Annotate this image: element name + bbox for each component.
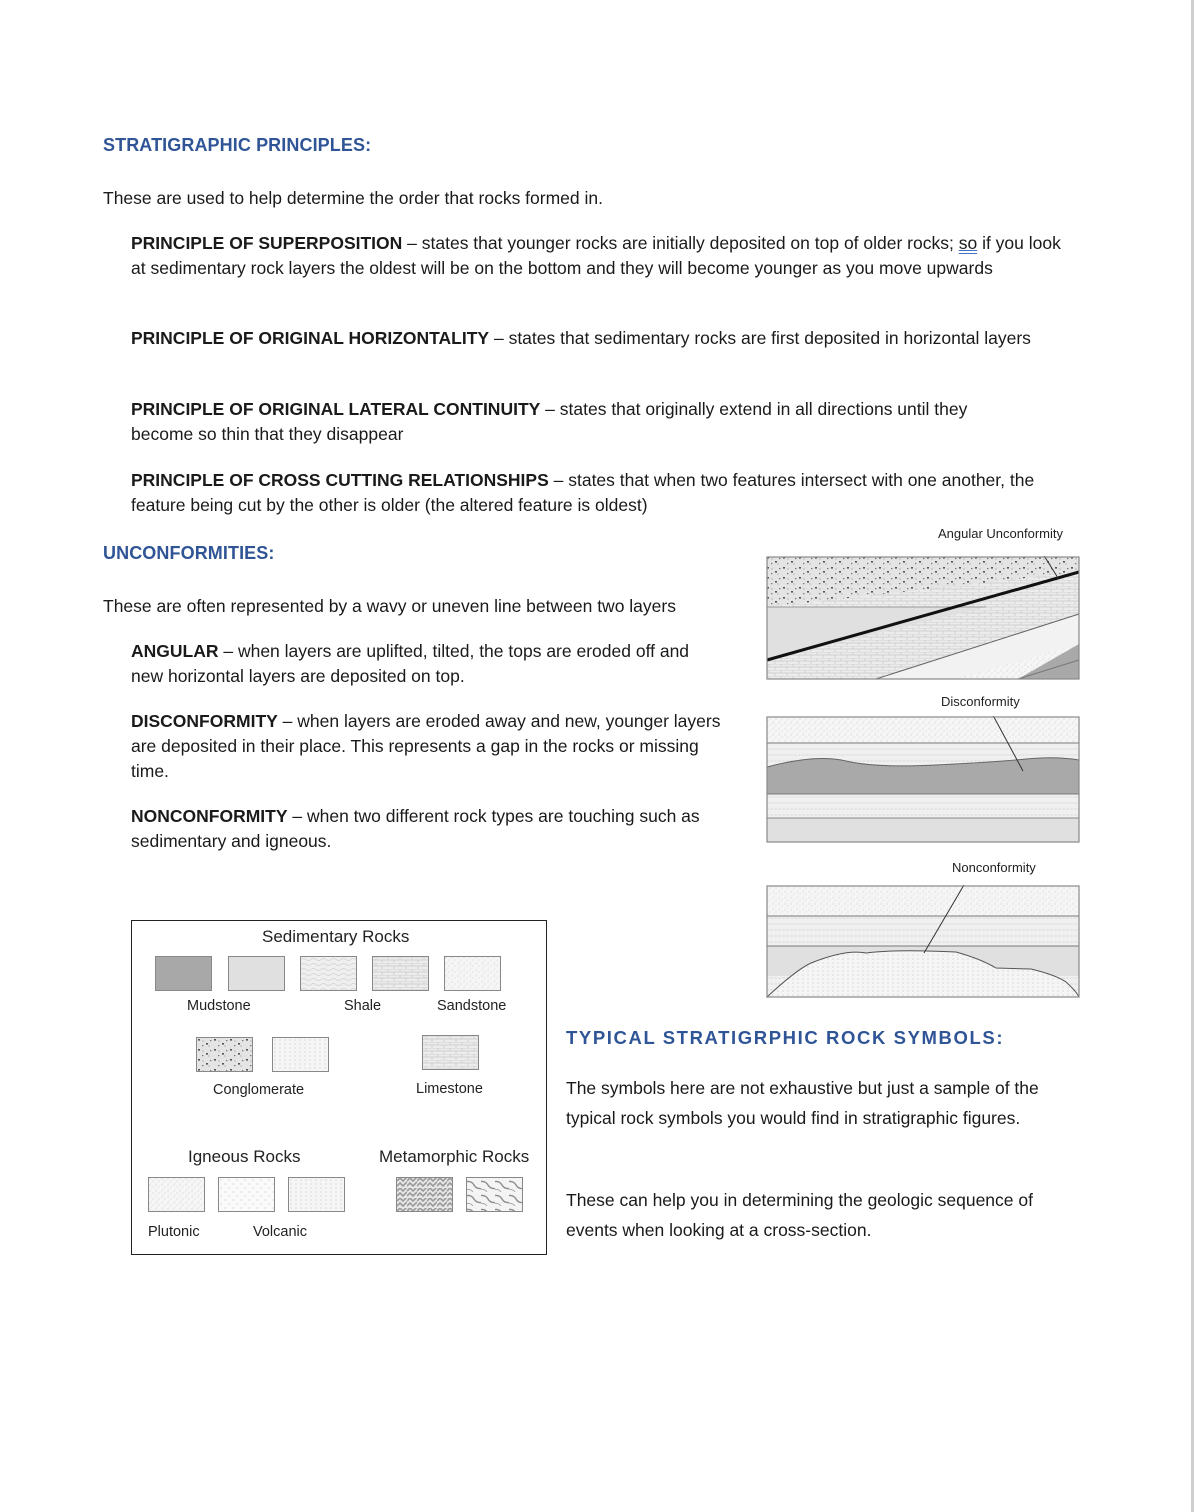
unconformity-text: – when two different rock types are touching such as sedimentary and igneous. — [131, 806, 700, 851]
shale-label: Shale — [344, 998, 382, 1014]
nonconformity-label: Nonconformity — [952, 860, 1036, 875]
principle-horizontality — [131, 326, 1031, 351]
principle-text: – states that younger rocks are initially deposited on top of older rocks; — [402, 233, 959, 253]
stratigraphic-intro: These are used to help determine the order that rocks formed in. — [103, 188, 603, 208]
principle-text: – states that originally extend in all directions until they become so thin that they disappear — [131, 399, 968, 444]
volcanic-label: Volcanic — [253, 1224, 308, 1240]
principle-term: PRINCIPLE OF SUPERPOSITION — [131, 233, 403, 253]
conglomerate-swatch — [196, 1037, 253, 1072]
unconformity-term: ANGULAR — [131, 641, 219, 661]
unconformities-heading: UNCONFORMITIES: — [103, 543, 275, 563]
angular-unconformity-diagram — [766, 556, 1082, 682]
volcanic-swatch — [218, 1177, 275, 1212]
volcanic-fine-swatch — [288, 1177, 345, 1212]
symbols-heading: TYPICAL STRATIGRPHIC ROCK SYMBOLS: — [566, 1027, 1005, 1048]
unconformity-text: – when layers are uplifted, tilted, the tops are eroded off and new horizontal layers are deposited on top. — [131, 641, 690, 686]
rock-symbols-legend — [131, 920, 547, 1255]
unconformity-text: – when layers are eroded away and new, younger layers are deposited in their place. This represents a gap in the rocks or missing time. — [131, 711, 721, 781]
angular-unconformity-label: Angular Unconformity — [938, 526, 1063, 541]
breccia-swatch — [272, 1037, 329, 1072]
unconformity-nonconformity — [131, 804, 731, 854]
unconformity-term: NONCONFORMITY — [131, 806, 288, 826]
conglomerate-label: Conglomerate — [213, 1082, 305, 1098]
symbols-paragraph-1: The symbols here are not exhaustive but just a sample of the typical rock symbols you would find in stratigraphic figures. — [566, 1078, 1039, 1128]
shale-swatch — [300, 956, 357, 991]
igneous-title: Igneous Rocks — [188, 1147, 301, 1166]
principle-term: PRINCIPLE OF ORIGINAL LATERAL CONTINUITY — [131, 399, 541, 419]
disconformity-label: Disconformity — [941, 694, 1020, 709]
principle-term: PRINCIPLE OF ORIGINAL HORIZONTALITY — [131, 328, 490, 348]
unconformity-term: DISCONFORMITY — [131, 711, 278, 731]
principle-cross-cutting — [131, 468, 1081, 518]
principle-text: if you look at sedimentary rock layers the oldest will be on the bottom and they will become younger as you move upwards — [131, 233, 1061, 278]
stratigraphic-heading: STRATIGRAPHIC PRINCIPLES: — [103, 135, 372, 155]
schist-swatch — [396, 1177, 453, 1212]
mudstone-light-swatch — [228, 956, 285, 991]
gneiss-swatch — [466, 1177, 523, 1212]
metamorphic-title: Metamorphic Rocks — [379, 1147, 530, 1166]
sandstone-swatch — [444, 956, 501, 991]
sandstone-label: Sandstone — [437, 998, 507, 1014]
principle-lateral-continuity — [131, 397, 1011, 447]
sedimentary-title: Sedimentary Rocks — [262, 927, 410, 946]
shale-limestone-swatch — [372, 956, 429, 991]
mudstone-dark-swatch — [155, 956, 212, 991]
principle-term: PRINCIPLE OF CROSS CUTTING RELATIONSHIPS — [131, 470, 549, 490]
disconformity-diagram — [766, 716, 1082, 844]
principle-superposition — [131, 231, 1076, 281]
limestone-swatch — [422, 1035, 479, 1070]
grammar-underline[interactable]: so — [958, 233, 978, 253]
plutonic-swatch — [148, 1177, 205, 1212]
mudstone-label: Mudstone — [187, 998, 251, 1014]
unconformity-angular — [131, 639, 721, 689]
principle-text: – states that when two features intersect with one another, the feature being cut by the other is older (the altered feature is oldest) — [131, 470, 1035, 515]
nonconformity-diagram — [766, 885, 1082, 999]
plutonic-label: Plutonic — [148, 1224, 200, 1240]
limestone-label: Limestone — [416, 1081, 483, 1097]
symbols-paragraph-2: These can help you in determining the geologic sequence of events when looking at a cross-section. — [566, 1190, 1033, 1240]
principle-text: – states that sedimentary rocks are first deposited in horizontal layers — [489, 328, 1031, 348]
unconformity-disconformity — [131, 709, 736, 784]
unconformities-intro: These are often represented by a wavy or uneven line between two layers — [103, 596, 676, 616]
